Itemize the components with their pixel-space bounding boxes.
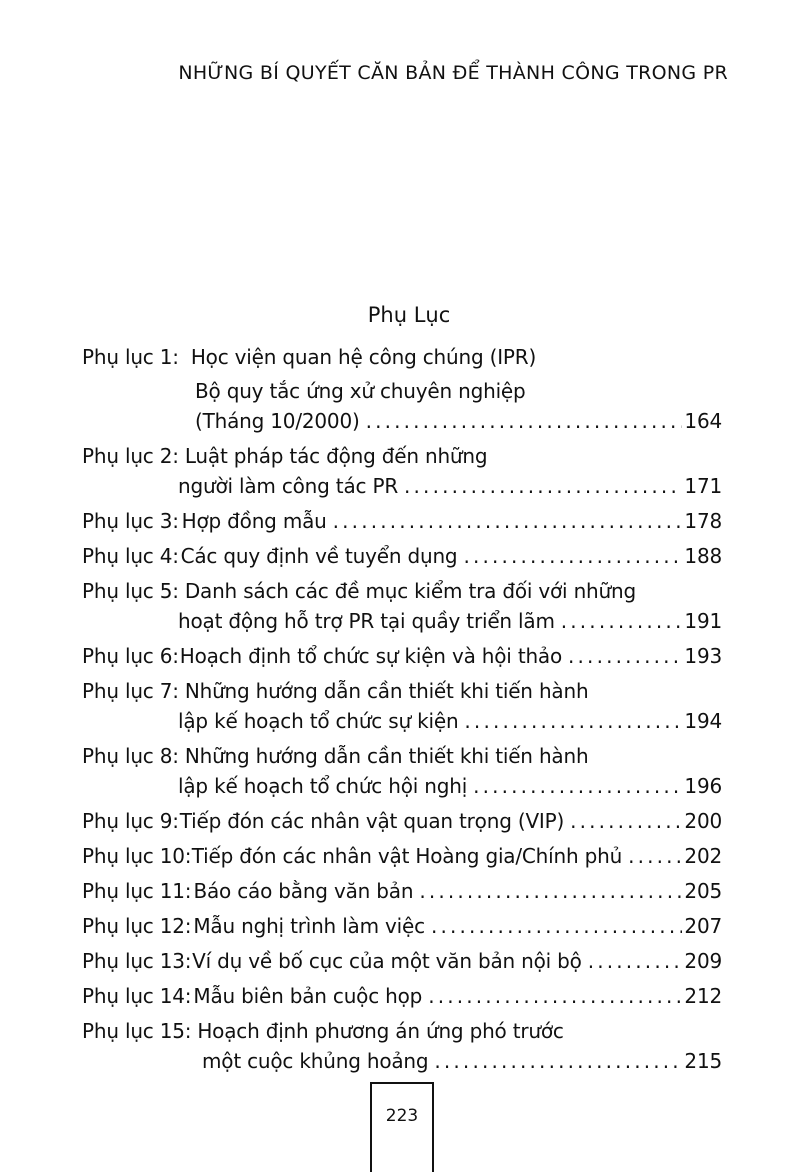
toc-leader-dots [457, 541, 682, 571]
toc-line [82, 342, 722, 372]
toc-line [82, 806, 722, 836]
toc-page-number: 209 [684, 949, 722, 973]
toc-entry-label: Phụ lục 9: [82, 809, 179, 833]
toc-line [82, 876, 722, 906]
toc-entry-title: Hoạch định phương án ứng phó trước [197, 1019, 564, 1043]
toc-page-number: 200 [684, 809, 722, 833]
toc-page-number: 194 [684, 709, 722, 733]
toc-page-number: 202 [684, 844, 722, 868]
toc-line [82, 541, 722, 571]
toc-leader-dots [413, 876, 682, 906]
toc-leader-dots [327, 506, 683, 536]
toc-entry-title: Báo cáo bằng văn bản [193, 879, 414, 903]
toc-entry-appendix-11[interactable] [82, 876, 722, 906]
toc-leader-dots [398, 471, 682, 501]
toc-page-number: 178 [684, 509, 722, 533]
toc-entry-title: Tiếp đón các nhân vật quan trọng (VIP) [179, 809, 565, 833]
toc-entry-title: Các quy định về tuyển dụng [180, 544, 458, 568]
toc-entry-title: Hoạch định tổ chức sự kiện và hội thảo [179, 644, 563, 668]
toc-entry-title-cont: lập kế hoạch tổ chức sự kiện [178, 709, 459, 733]
toc-line [82, 576, 722, 606]
toc-entry-label: Phụ lục 5: [82, 579, 179, 603]
toc-entry-label: Phụ lục 2: [82, 444, 179, 468]
toc-entry-label: Phụ lục 15: [82, 1019, 192, 1043]
toc-page-number: 193 [684, 644, 722, 668]
toc-line [82, 771, 722, 801]
toc-entry-label: Phụ lục 13: [82, 949, 192, 973]
toc-page-number: 212 [684, 984, 722, 1008]
toc-entry-appendix-6[interactable] [82, 641, 722, 671]
toc-entry-label: Phụ lục 14: [82, 984, 192, 1008]
toc-entry-title: Tiếp đón các nhân vật Hoàng gia/Chính phủ [191, 844, 623, 868]
toc-entry-title-cont: người làm công tác PR [178, 474, 399, 498]
toc-line [82, 506, 722, 536]
toc-entry-label: Phụ lục 7: [82, 679, 179, 703]
toc-entry-title: Ví dụ về bố cục của một văn bản nội bộ [192, 949, 582, 973]
toc-line [82, 441, 722, 471]
toc-page-number: 164 [684, 409, 722, 433]
toc-leader-dots [428, 1046, 682, 1076]
toc-entry-title: Danh sách các đề mục kiểm tra đối với những [184, 579, 636, 603]
toc-entry-appendix-9[interactable] [82, 806, 722, 836]
toc-leader-dots [422, 981, 682, 1011]
toc-page-number: 207 [684, 914, 722, 938]
toc-leader-dots [562, 641, 682, 671]
toc-line [82, 981, 722, 1011]
toc-entry-title-cont: Bộ quy tắc ứng xử chuyên nghiệp [195, 379, 526, 403]
toc-leader-dots [582, 946, 683, 976]
toc-leader-dots [425, 911, 682, 941]
toc-entry-title: Luật pháp tác động đến những [184, 444, 488, 468]
toc-entry-title-cont: hoạt động hỗ trợ PR tại quầy triển lãm [178, 609, 555, 633]
toc-entry-title: Những hướng dẫn cần thiết khi tiến hành [184, 679, 589, 703]
toc-leader-dots [622, 841, 682, 871]
toc-entry-appendix-4[interactable] [82, 541, 722, 571]
toc-entry-title-cont: lập kế hoạch tổ chức hội nghị [178, 774, 468, 798]
toc-line [82, 841, 722, 871]
toc-entry-label: Phụ lục 12: [82, 914, 192, 938]
toc-entry-appendix-15[interactable] [82, 1016, 722, 1076]
toc-leader-dots [458, 706, 682, 736]
toc-line [82, 606, 722, 636]
toc-entry-title: Học viện quan hệ công chúng (IPR) [190, 345, 537, 369]
toc-line [82, 1046, 722, 1076]
toc-leader-dots [564, 806, 682, 836]
toc-leader-dots [360, 406, 683, 436]
toc-entry-title: Mẫu nghị trình làm việc [193, 914, 425, 938]
section-title: Phụ Lục [367, 303, 451, 327]
toc-entry-title-cont: (Tháng 10/2000) [195, 409, 360, 433]
toc-entry-appendix-7[interactable] [82, 676, 722, 736]
toc-page-number: 191 [684, 609, 722, 633]
toc-line [82, 1016, 722, 1046]
toc-line [82, 706, 722, 736]
toc-entry-appendix-3[interactable] [82, 506, 722, 536]
toc-entry-appendix-2[interactable] [82, 441, 722, 501]
toc-page-number: 188 [684, 544, 722, 568]
toc-entry-appendix-14[interactable] [82, 981, 722, 1011]
toc-entry-title: Hợp đồng mẫu [181, 509, 327, 533]
toc-line [82, 406, 722, 436]
toc-page-number: 215 [684, 1049, 722, 1073]
toc-page-number: 205 [684, 879, 722, 903]
toc-entry-label: Phụ lục 4: [82, 544, 179, 568]
toc-line [82, 376, 722, 406]
toc-entry-appendix-12[interactable] [82, 911, 722, 941]
toc-leader-dots [555, 606, 683, 636]
toc-entry-label: Phụ lục 6: [82, 644, 179, 668]
toc-entry-appendix-10[interactable] [82, 841, 722, 871]
toc-entry-title-cont: một cuộc khủng hoảng [202, 1049, 429, 1073]
toc-page-number: 171 [684, 474, 722, 498]
toc-entry-label: Phụ lục 3: [82, 509, 179, 533]
toc-line [82, 641, 722, 671]
toc-entry-appendix-13[interactable] [82, 946, 722, 976]
toc-entry-appendix-5[interactable] [82, 576, 722, 636]
toc-entry-title: Mẫu biên bản cuộc họp [193, 984, 423, 1008]
toc-entry-appendix-8[interactable] [82, 741, 722, 801]
toc-entry-label: Phụ lục 10: [82, 844, 192, 868]
toc-line [82, 741, 722, 771]
toc-line [82, 946, 722, 976]
page-number: 223 [385, 1106, 419, 1126]
toc-entry-label: Phụ lục 1: [82, 345, 179, 369]
running-header: NHỮNG BÍ QUYẾT CĂN BẢN ĐỂ THÀNH CÔNG TRONG PR [178, 62, 728, 84]
toc-entry-title: Những hướng dẫn cần thiết khi tiến hành [184, 744, 589, 768]
toc-line [82, 676, 722, 706]
toc-line [82, 911, 722, 941]
table-of-contents [82, 342, 722, 1076]
toc-entry-label: Phụ lục 11: [82, 879, 192, 903]
toc-entry-label: Phụ lục 8: [82, 744, 179, 768]
toc-entry-appendix-1[interactable] [82, 342, 722, 436]
toc-page-number: 196 [684, 774, 722, 798]
toc-line [82, 471, 722, 501]
toc-leader-dots [467, 771, 682, 801]
